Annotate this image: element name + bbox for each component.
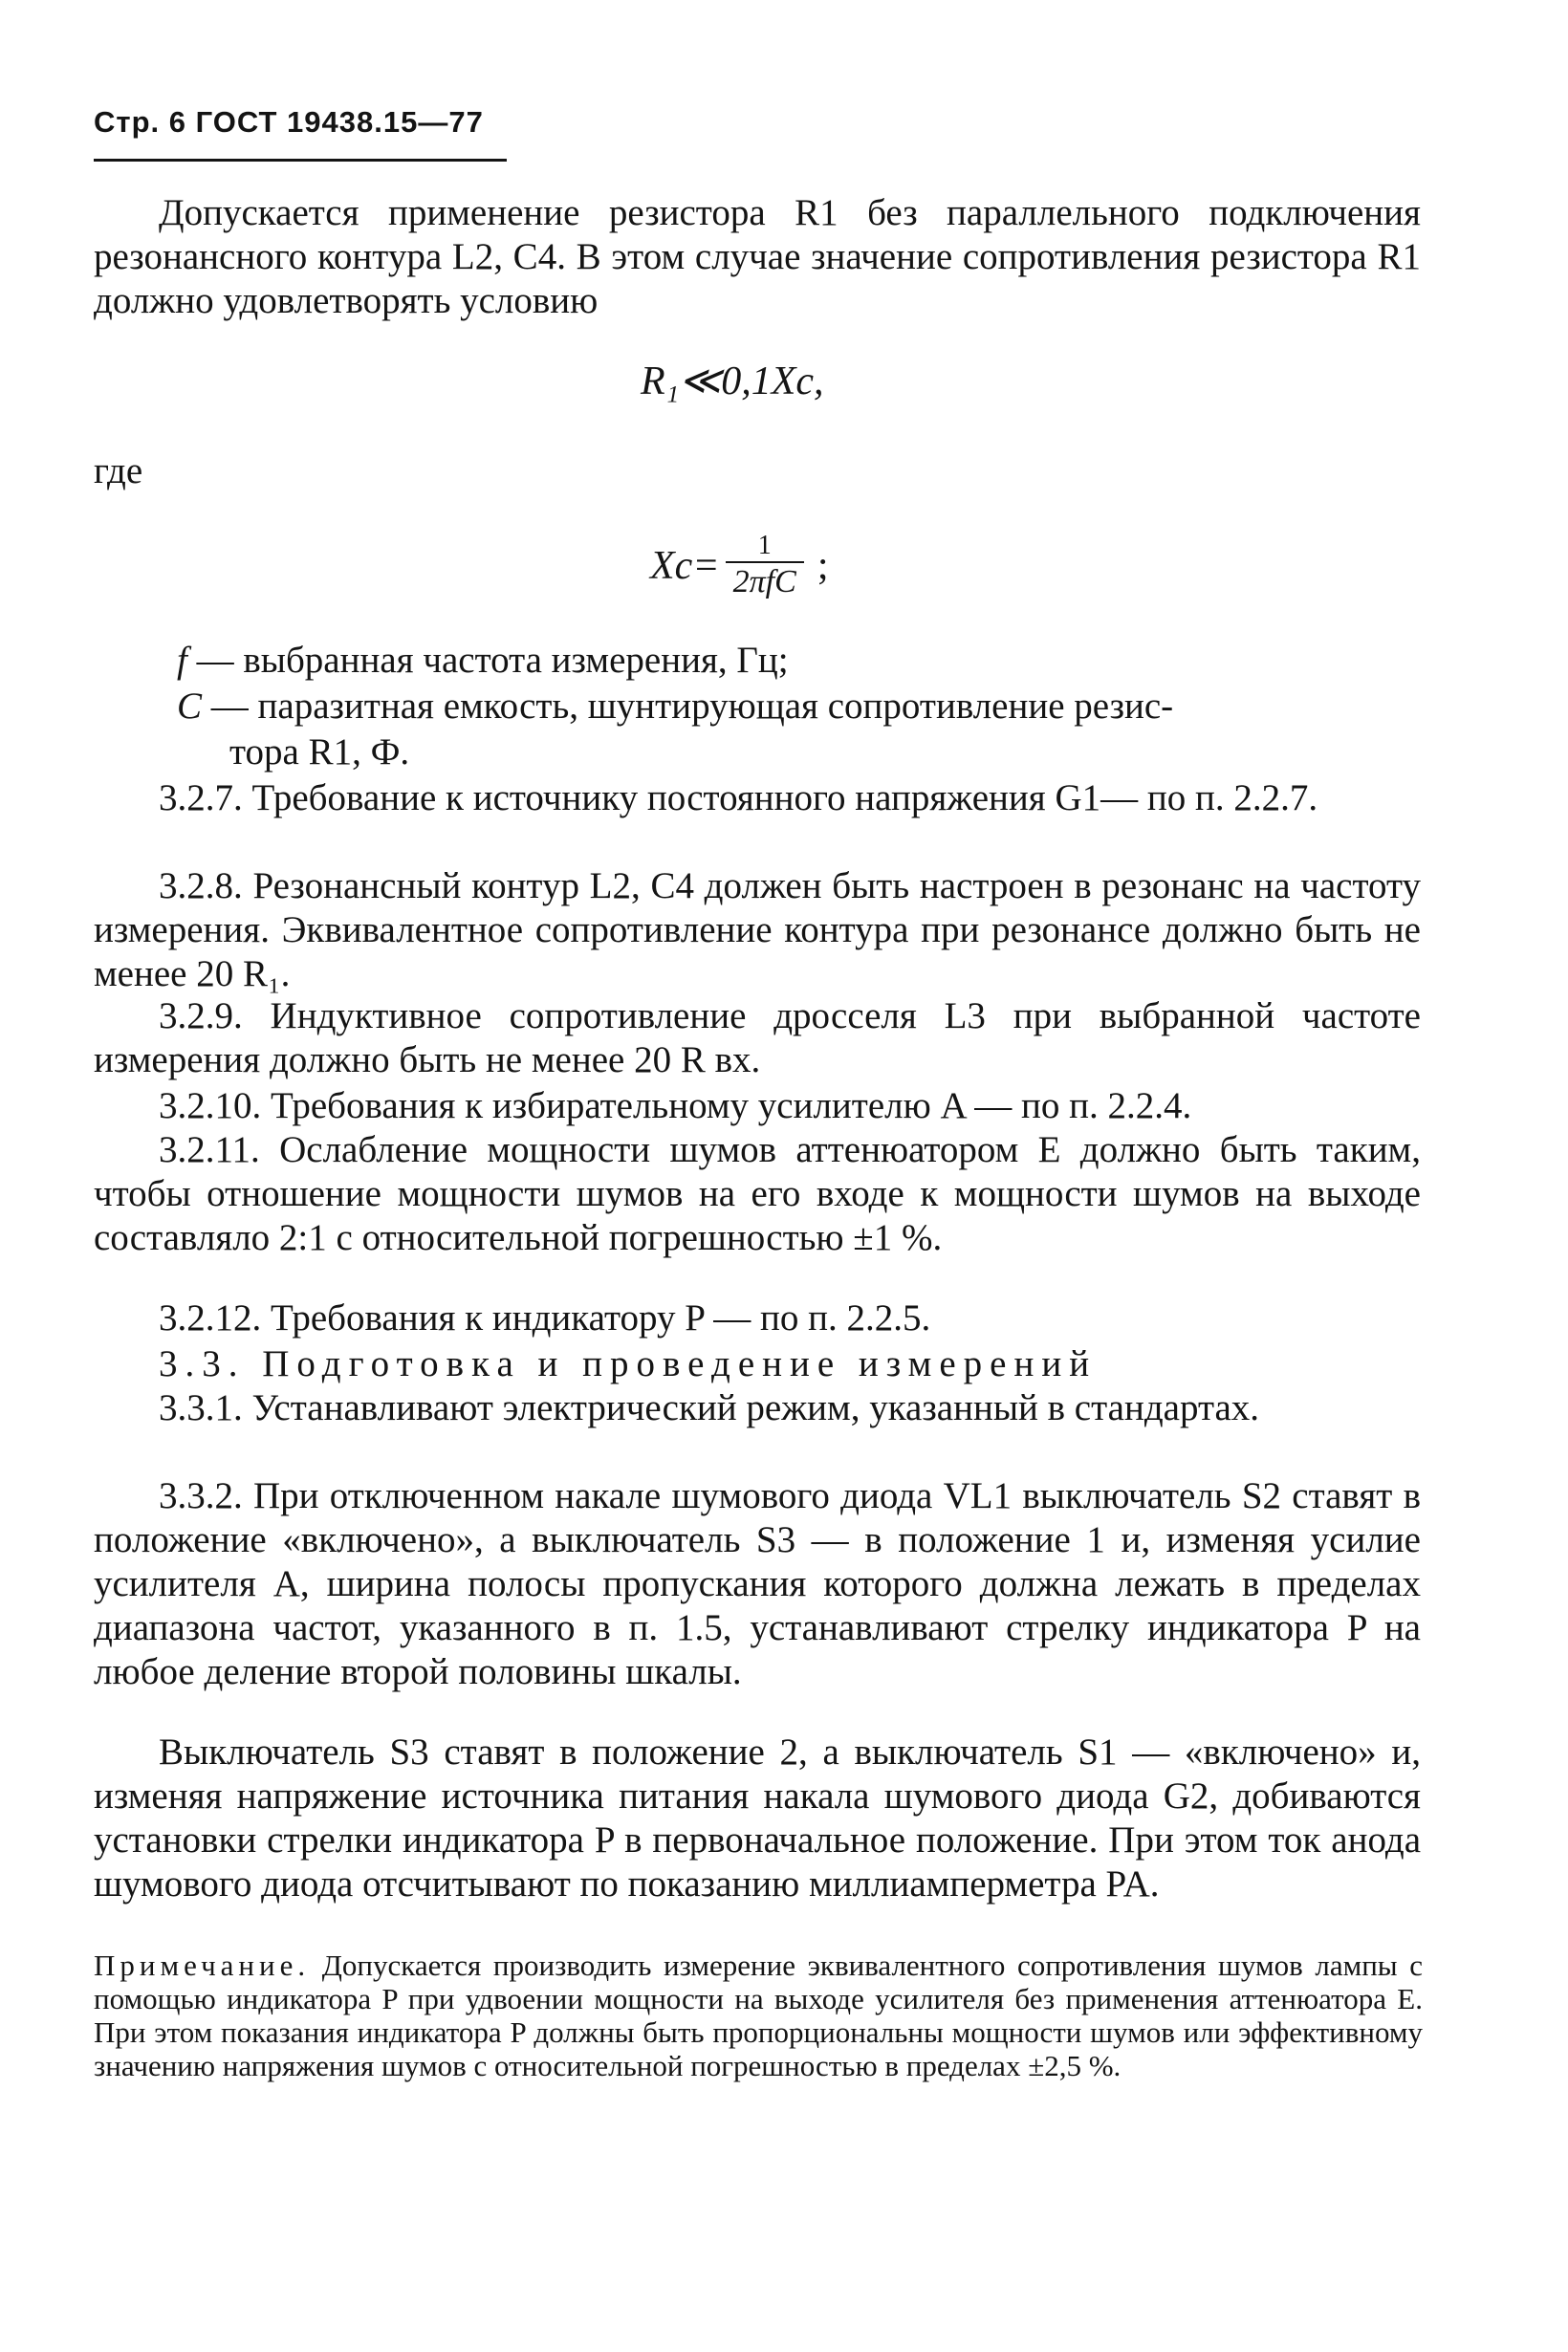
clause-3-2-9: 3.2.9. Индуктивное сопротивление дросселя L3 при выбранной частоте измерения должно быть не менее 20 R вх. <box>94 995 1421 1080</box>
definition-f-text: — выбранная частота измерения, Гц; <box>196 640 789 681</box>
formula-xc <box>650 518 828 614</box>
paragraph-resistor-r1: Допускается применение резистора R1 без параллельного подключения резонансного контура L2, C4. В этом случае значение сопротивления резистора R1 должно удовлетворять условию <box>94 192 1421 321</box>
definition-c <box>177 685 1173 729</box>
clause-3-3-2-continued: Выключатель S3 ставят в положение 2, а выключатель S1 — «включено» и, изменяя напряжение источника питания накала шумового диода G2, добиваются установки стрелки индикатора P в первоначальное положение. При этом ток анода шумового диода отсчитывают по показанию миллиамперметра PA. <box>94 1731 1421 1905</box>
header-rule <box>94 159 507 162</box>
note-block <box>94 1949 1423 2082</box>
section-3-3-heading: 3.3. Подготовка и проведение измерений <box>159 1343 1098 1384</box>
note-label: Примечание. <box>94 1949 311 1982</box>
page-header: Стр. 6 ГОСТ 19438.15—77 <box>94 105 484 139</box>
formula-r1-condition: R₁≪0,1Xc, <box>641 359 824 403</box>
formula-xc-numerator: 1 <box>757 531 772 560</box>
clause-3-2-10: 3.2.10. Требования к избирательному усилителю A — по п. 2.2.4. <box>159 1085 1192 1126</box>
definition-f-symbol: f <box>177 640 187 681</box>
definition-c-symbol: C <box>177 686 203 727</box>
clause-3-3-1: 3.3.1. Устанавливают электрический режим, указанный в стандартах. <box>159 1387 1260 1428</box>
definition-f <box>177 639 789 683</box>
formula-xc-fraction <box>726 531 804 601</box>
formula-xc-denominator: 2πfC <box>726 561 804 601</box>
formula-xc-end: ; <box>817 544 829 588</box>
clause-3-2-8: 3.2.8. Резонансный контур L2, C4 должен быть настроен в резонанс на частоту измерения. Эквивалентное сопротивление контура при резонансе должно быть не менее 20 R₁. <box>94 865 1421 994</box>
clause-3-2-11: 3.2.11. Ослабление мощности шумов аттенюатором E должно быть таким, чтобы отношение мощности шумов на его входе к мощности шумов на выходе составляло 2:1 с относительной погрешностью ±1 %. <box>94 1129 1421 1258</box>
note-text: Допускается производить измерение эквивалентного сопротивления шумов лампы с помощью индикатора P при удвоении мощности на выходе усилителя без применения аттенюатора E. При этом показания индикатора P должны быть пропорциональны мощности шумов или эффективному значению напряжения шумов с относительной погрешностью в пределах ±2,5 %. <box>94 1949 1423 2082</box>
where-label: где <box>94 450 143 491</box>
definition-c-text: — паразитная емкость, шунтирующая сопротивление резис- <box>210 686 1174 727</box>
definition-c-continuation: тора R1, Ф. <box>229 731 410 773</box>
clause-3-2-7: 3.2.7. Требование к источнику постоянного напряжения G1— по п. 2.2.7. <box>159 777 1318 818</box>
clause-3-2-12: 3.2.12. Требования к индикатору P — по п. 2.2.5. <box>159 1297 931 1339</box>
clause-3-3-2: 3.3.2. При отключенном накале шумового диода VL1 выключатель S2 ставят в положение «включено», а выключатель S3 — в положение 1 и, изменяя усилие усилителя A, ширина полосы пропускания которого должна лежать в пределах диапазона частот, указанного в п. 1.5, устанавливают стрелку индикатора P на любое деление второй половины шкалы. <box>94 1475 1421 1692</box>
formula-xc-lhs: Xc= <box>650 544 720 588</box>
